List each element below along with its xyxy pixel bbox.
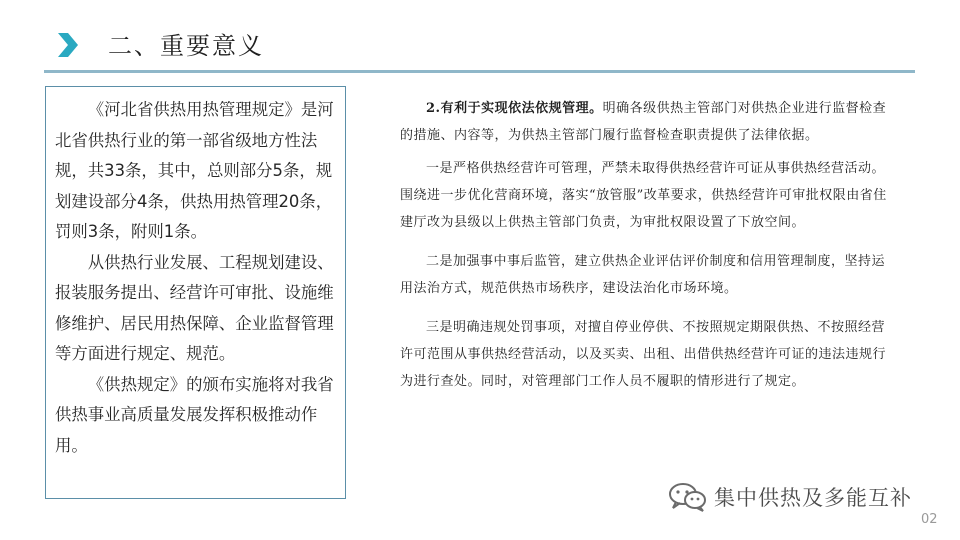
watermark-text: 集中供热及多能互补 bbox=[714, 486, 912, 510]
summary-paragraph-3: 《供热规定》的颁布实施将对我省供热事业高质量发展发挥积极推动作用。 bbox=[55, 374, 334, 455]
detail-paragraph-4: 三是明确违规处罚事项，对擅自停业停供、不按照规定期限供热、不按照经营许可范围从事供热经营活动，以及买卖、出租、出借供热经营许可证的违法违规行为进行查处。同时，对管理部门工作人员不履职的情形进行了规定。 bbox=[400, 320, 887, 389]
detail-paragraph-2: 一是严格供热经营许可管理，严禁未取得供热经营许可证从事供热经营活动。围绕进一步优化营商环境，落实“放管服”改革要求，供热经营许可审批权限由省住建厅改为县级以上供热主管部门负责，为审批权限设置了下放空间。 bbox=[400, 161, 887, 230]
summary-box bbox=[45, 86, 346, 499]
detail-paragraph-1 bbox=[400, 95, 892, 149]
section-heading: 2.有利于实现依法依规管理。 bbox=[426, 101, 603, 116]
chevron-right-icon bbox=[56, 33, 78, 57]
page-number: 02 bbox=[921, 512, 938, 527]
detail-text bbox=[400, 95, 892, 395]
page-title: 二、重要意义 bbox=[108, 32, 264, 60]
summary-paragraph-2: 从供热行业发展、工程规划建设、报装服务提出、经营许可审批、设施维修维护、居民用热保障、企业监督管理等方面进行规定、规范。 bbox=[55, 252, 334, 363]
detail-paragraph-1-body: 明确各级供热主管部门对供热企业进行监督检查的措施、内容等，为供热主管部门履行监督检查职责提供了法律依据。 bbox=[400, 101, 887, 143]
title-divider bbox=[44, 70, 915, 73]
watermark bbox=[668, 480, 912, 514]
detail-paragraph-3: 二是加强事中事后监管，建立供热企业评估评价制度和信用管理制度，坚持运用法治方式，规范供热市场秩序，建设法治化市场环境。 bbox=[400, 254, 886, 296]
summary-paragraph-1: 《河北省供热用热管理规定》是河北省供热行业的第一部省级地方性法规，共33条，其中，总则部分5条，规划建设部分4条，供热用热管理20条，罚则3条，附则1条。 bbox=[55, 100, 334, 241]
wechat-icon bbox=[668, 482, 708, 512]
